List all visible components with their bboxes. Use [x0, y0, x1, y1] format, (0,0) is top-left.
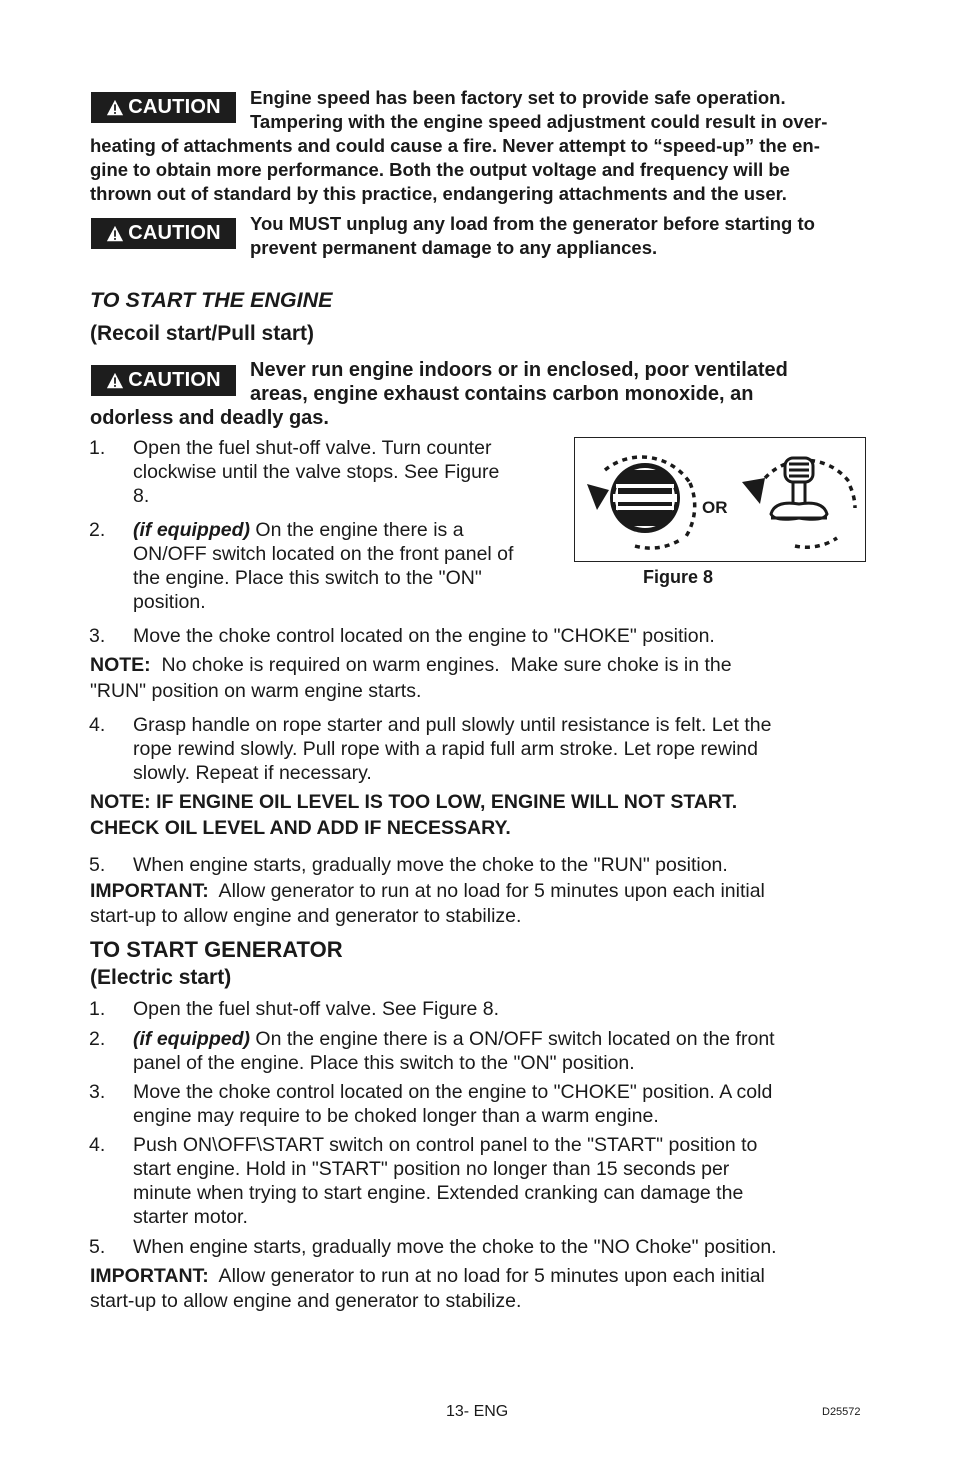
caution-badge	[91, 218, 236, 249]
section-title-start-engine: TO START THE ENGINE	[90, 288, 333, 312]
figure-8-box	[574, 437, 866, 562]
gen-important-line1	[90, 1264, 765, 1289]
note-oil-line2: CHECK OIL LEVEL AND ADD IF NECESSARY.	[90, 817, 511, 839]
step5-text: When engine starts, gradually move the choke to the "RUN" position.	[133, 854, 728, 876]
caution1-line3: heating of attachments and could cause a fire. Never attempt to “speed-up” the en-	[90, 135, 820, 156]
step3-text: Move the choke control located on the engine to "CHOKE" position.	[133, 625, 715, 647]
important-line2: start-up to allow engine and generator to stabilize.	[90, 905, 522, 927]
gen-step3-line2: engine may require to be choked longer than a warm engine.	[133, 1105, 659, 1127]
document-code: D25572	[822, 1406, 861, 1418]
step-number: 5.	[89, 854, 106, 876]
gen-step1-text: Open the fuel shut-off valve. See Figure 8.	[133, 998, 500, 1020]
warning-triangle-icon	[106, 99, 124, 117]
gen-step4-line3: minute when trying to start engine. Extended cranking can damage the	[133, 1182, 744, 1204]
caution3-line2: areas, engine exhaust contains carbon monoxide, an	[250, 383, 754, 405]
step4-line1: Grasp handle on rope starter and pull slowly until resistance is felt. Let the	[133, 714, 772, 736]
section-subtitle-recoil: (Recoil start/Pull start)	[90, 322, 315, 345]
if-equipped-emphasis: (if equipped)	[133, 519, 250, 541]
note-line1	[90, 653, 732, 678]
important-label: IMPORTANT:	[90, 880, 209, 902]
valve-knob-icon	[610, 463, 680, 533]
step-number: 1.	[89, 998, 106, 1020]
step2-line2: ON/OFF switch located on the front panel of	[133, 543, 514, 565]
arrow-icon	[742, 478, 765, 504]
note-line1-text: No choke is required on warm engines. Make sure choke is in the	[150, 654, 732, 676]
step-number: 5.	[89, 1236, 106, 1258]
caution-label: CAUTION	[128, 369, 221, 391]
step-number: 4.	[89, 714, 106, 736]
gen-step4-line1: Push ON\OFF\START switch on control panel to the "START" position to	[133, 1134, 758, 1156]
caution1-line1: Engine speed has been factory set to provide safe operation.	[250, 87, 786, 108]
step-number: 3.	[89, 625, 106, 647]
gen-important-line1-text: Allow generator to run at no load for 5 minutes upon each initial	[208, 1265, 765, 1287]
warning-triangle-icon	[106, 225, 124, 243]
caution-label: CAUTION	[128, 222, 221, 244]
caution-label: CAUTION	[128, 96, 221, 118]
gen-step4-line2: start engine. Hold in "START" position no longer than 15 seconds per	[133, 1158, 730, 1180]
step2-line1-text: On the engine there is a	[249, 519, 464, 541]
caution1-line4: gine to obtain more performance. Both the output voltage and frequency will be	[90, 159, 790, 180]
fuel-valve-illustration	[575, 438, 864, 560]
caution2-line2: prevent permanent damage to any appliances.	[250, 237, 658, 258]
caution2-line1: You MUST unplug any load from the generator before starting to	[250, 213, 815, 234]
gen-step4-line4: starter motor.	[133, 1206, 248, 1228]
tee-valve-icon	[771, 458, 827, 519]
warning-triangle-icon	[106, 372, 124, 390]
important-line1	[90, 879, 765, 904]
important-label: IMPORTANT:	[90, 1265, 209, 1287]
step2-line4: position.	[133, 591, 206, 613]
step-number: 3.	[89, 1081, 106, 1103]
if-equipped-emphasis: (if equipped)	[133, 1028, 250, 1050]
caution1-line5: thrown out of standard by this practice, endangering attachments and the user.	[90, 183, 787, 204]
page-number: 13- ENG	[446, 1403, 509, 1420]
gen-step2-line1-text: On the engine there is a ON/OFF switch located on the front	[249, 1028, 775, 1050]
gen-step3-line1: Move the choke control located on the engine to "CHOKE" position. A cold	[133, 1081, 773, 1103]
step1-line2: clockwise until the valve stops. See Figure	[133, 461, 500, 483]
note-label: NOTE:	[90, 654, 151, 676]
step2-line1	[133, 518, 464, 543]
step-number: 2.	[89, 1028, 106, 1050]
caution-badge	[91, 92, 236, 123]
caution3-line1: Never run engine indoors or in enclosed, poor ventilated	[250, 359, 788, 381]
arrow-icon	[587, 484, 609, 510]
section-subtitle-electric: (Electric start)	[90, 966, 232, 989]
step1-line1: Open the fuel shut-off valve. Turn counter	[133, 437, 492, 459]
step2-line3: the engine. Place this switch to the "ON"	[133, 567, 482, 589]
step-number: 4.	[89, 1134, 106, 1156]
step-number: 1.	[89, 437, 106, 459]
section-title-start-generator: TO START GENERATOR	[90, 937, 343, 962]
caution1-line2: Tampering with the engine speed adjustment could result in over-	[250, 111, 828, 132]
step4-line3: slowly. Repeat if necessary.	[133, 762, 372, 784]
step4-line2: rope rewind slowly. Pull rope with a rapid full arm stroke. Let rope rewind	[133, 738, 758, 760]
figure-caption: Figure 8	[643, 567, 714, 587]
note-oil-line1: NOTE: IF ENGINE OIL LEVEL IS TOO LOW, ENGINE WILL NOT START.	[90, 791, 738, 813]
note-line2: "RUN" position on warm engine starts.	[90, 680, 422, 702]
gen-step2-line2: panel of the engine. Place this switch to the "ON" position.	[133, 1052, 635, 1074]
important-line1-text: Allow generator to run at no load for 5 minutes upon each initial	[208, 880, 765, 902]
gen-important-line2: start-up to allow engine and generator to stabilize.	[90, 1290, 522, 1312]
step-number: 2.	[89, 519, 106, 541]
caution-badge	[91, 365, 236, 396]
gen-step2-line1	[133, 1027, 775, 1052]
gen-step5-text: When engine starts, gradually move the choke to the "NO Choke" position.	[133, 1236, 777, 1258]
step1-line3: 8.	[133, 485, 150, 507]
caution3-line3: odorless and deadly gas.	[90, 407, 329, 429]
figure-or-label: OR	[702, 498, 728, 517]
